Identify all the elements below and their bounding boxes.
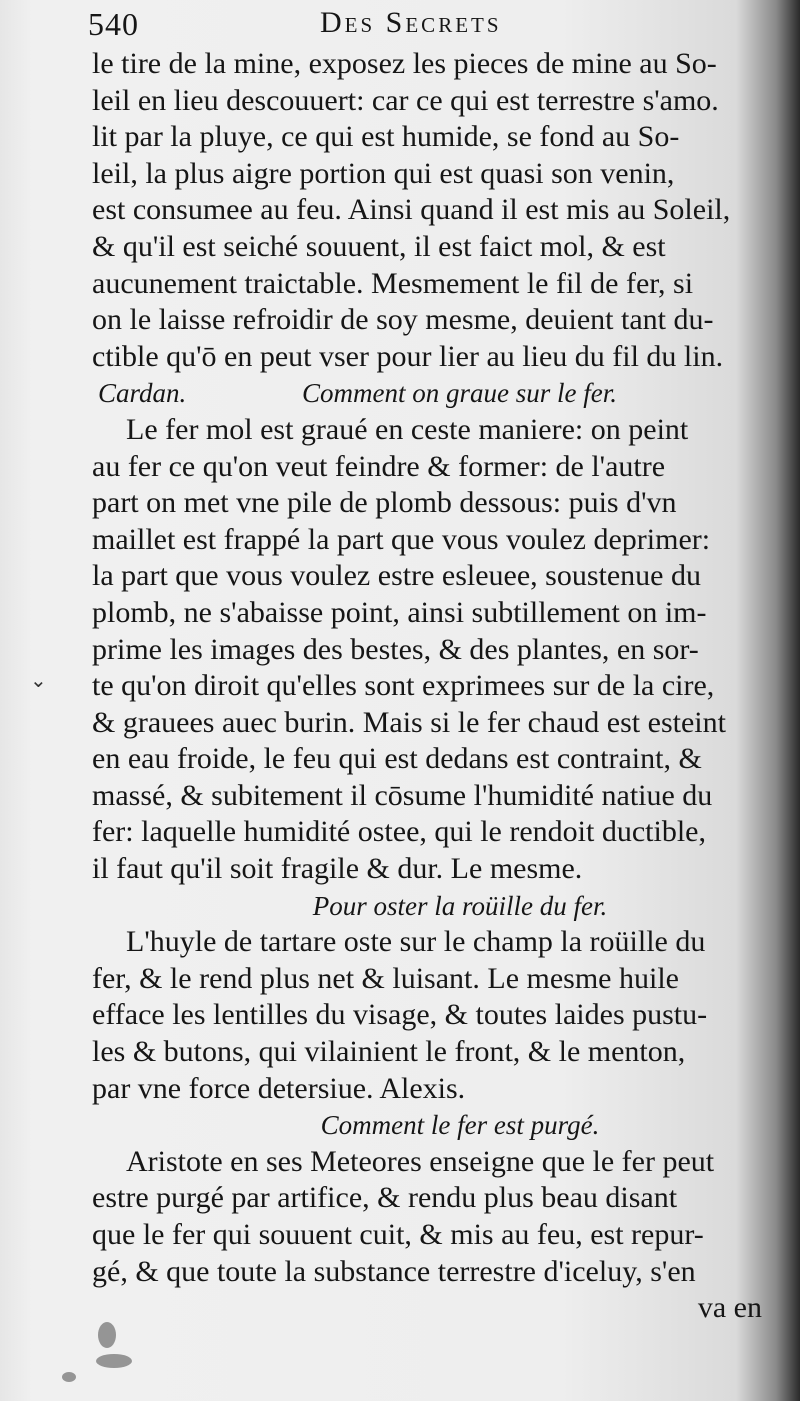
text-line: leil en lieu descouuert: car ce qui est terrestre s'amo. xyxy=(92,83,719,117)
ink-smudge xyxy=(98,1322,116,1348)
author-attribution: Cardan. xyxy=(98,378,187,409)
text-line: on le laisse refroidir de soy mesme, deuient tant du- xyxy=(92,303,714,337)
page-number: 540 xyxy=(88,6,139,42)
text-line: Le fer mol est graué en ceste maniere: on peint xyxy=(126,412,689,446)
running-title: Des Secrets xyxy=(320,6,502,39)
section-heading-purge: Comment le fer est purgé. xyxy=(320,1110,600,1141)
text-line: que le fer qui souuent cuit, & mis au feu, est repur- xyxy=(92,1218,704,1251)
text-line: estre purgé par artifice, & rendu plus beau disant xyxy=(92,1181,678,1215)
text-line: la part que vous voulez estre esleuee, soustenue du xyxy=(92,559,701,593)
text-line: leil, la plus aigre portion qui est quasi son venin, xyxy=(92,156,675,190)
text-line: prime les images des bestes, & des plantes, en sor- xyxy=(92,632,699,666)
text-line: maillet est frappé la part que vous voulez deprimer: xyxy=(92,522,711,556)
body-text xyxy=(92,46,768,1327)
ink-smudge xyxy=(96,1354,132,1368)
ink-smudge xyxy=(62,1372,76,1382)
text-line: fer: laquelle humidité ostee, qui le rendoit ductible, xyxy=(92,815,706,849)
text-line: les & butons, qui vilainient le front, & le menton, xyxy=(92,1035,686,1069)
text-line: gé, & que toute la substance terrestre d'iceluy, s'en xyxy=(92,1254,696,1288)
text-line: Aristote en ses Meteores enseigne que le fer peut xyxy=(126,1144,715,1178)
text-line: L'huyle de tartare oste sur le champ la roüille du xyxy=(126,925,706,959)
text-line: & qu'il est seiché souuent, il est faict mol, & est xyxy=(92,229,666,263)
text-line: aucunement traictable. Mesmement le fil de fer, si xyxy=(92,266,694,300)
section-heading-engraving xyxy=(92,375,768,412)
section-heading-rust: Pour oster la roüille du fer. xyxy=(312,890,608,921)
text-line: massé, & subitement il cōsume l'humidité natiue du xyxy=(92,778,713,812)
section-title: Comment on graue sur le fer. xyxy=(302,378,617,409)
catchword: va en xyxy=(697,1291,762,1325)
text-line: au fer ce qu'on veut feindre & former: de l'autre xyxy=(92,449,666,483)
text-line: & grauees auec burin. Mais si le fer chaud est esteint xyxy=(92,705,726,739)
running-head xyxy=(88,4,648,44)
text-line: te qu'on diroit qu'elles sont exprimees sur de la cire, xyxy=(92,669,715,703)
text-line: ctible qu'ō en peut vser pour lier au lieu du fil du lin. xyxy=(92,339,724,373)
text-line: fer, & le rend plus net & luisant. Le mesme huile xyxy=(92,961,679,995)
text-line: plomb, ne s'abaisse point, ainsi subtillement on im- xyxy=(92,595,707,629)
text-line: lit par la pluye, ce qui est humide, se fond au So- xyxy=(92,120,680,154)
text-line: il faut qu'il soit fragile & dur. Le mesme. xyxy=(92,852,583,886)
text-line: efface les lentilles du visage, & toutes laides pustu- xyxy=(92,998,708,1032)
margin-mark-icon: ⌄ xyxy=(30,668,47,692)
text-line: en eau froide, le feu qui est dedans est contraint, & xyxy=(92,742,702,776)
text-line: est consumee au feu. Ainsi quand il est mis au Soleil, xyxy=(92,193,731,227)
text-line: par vne force detersiue. Alexis. xyxy=(92,1071,466,1105)
text-line: part on met vne pile de plomb dessous: puis d'vn xyxy=(92,486,677,520)
text-line: le tire de la mine, exposez les pieces de mine au So- xyxy=(92,47,717,80)
